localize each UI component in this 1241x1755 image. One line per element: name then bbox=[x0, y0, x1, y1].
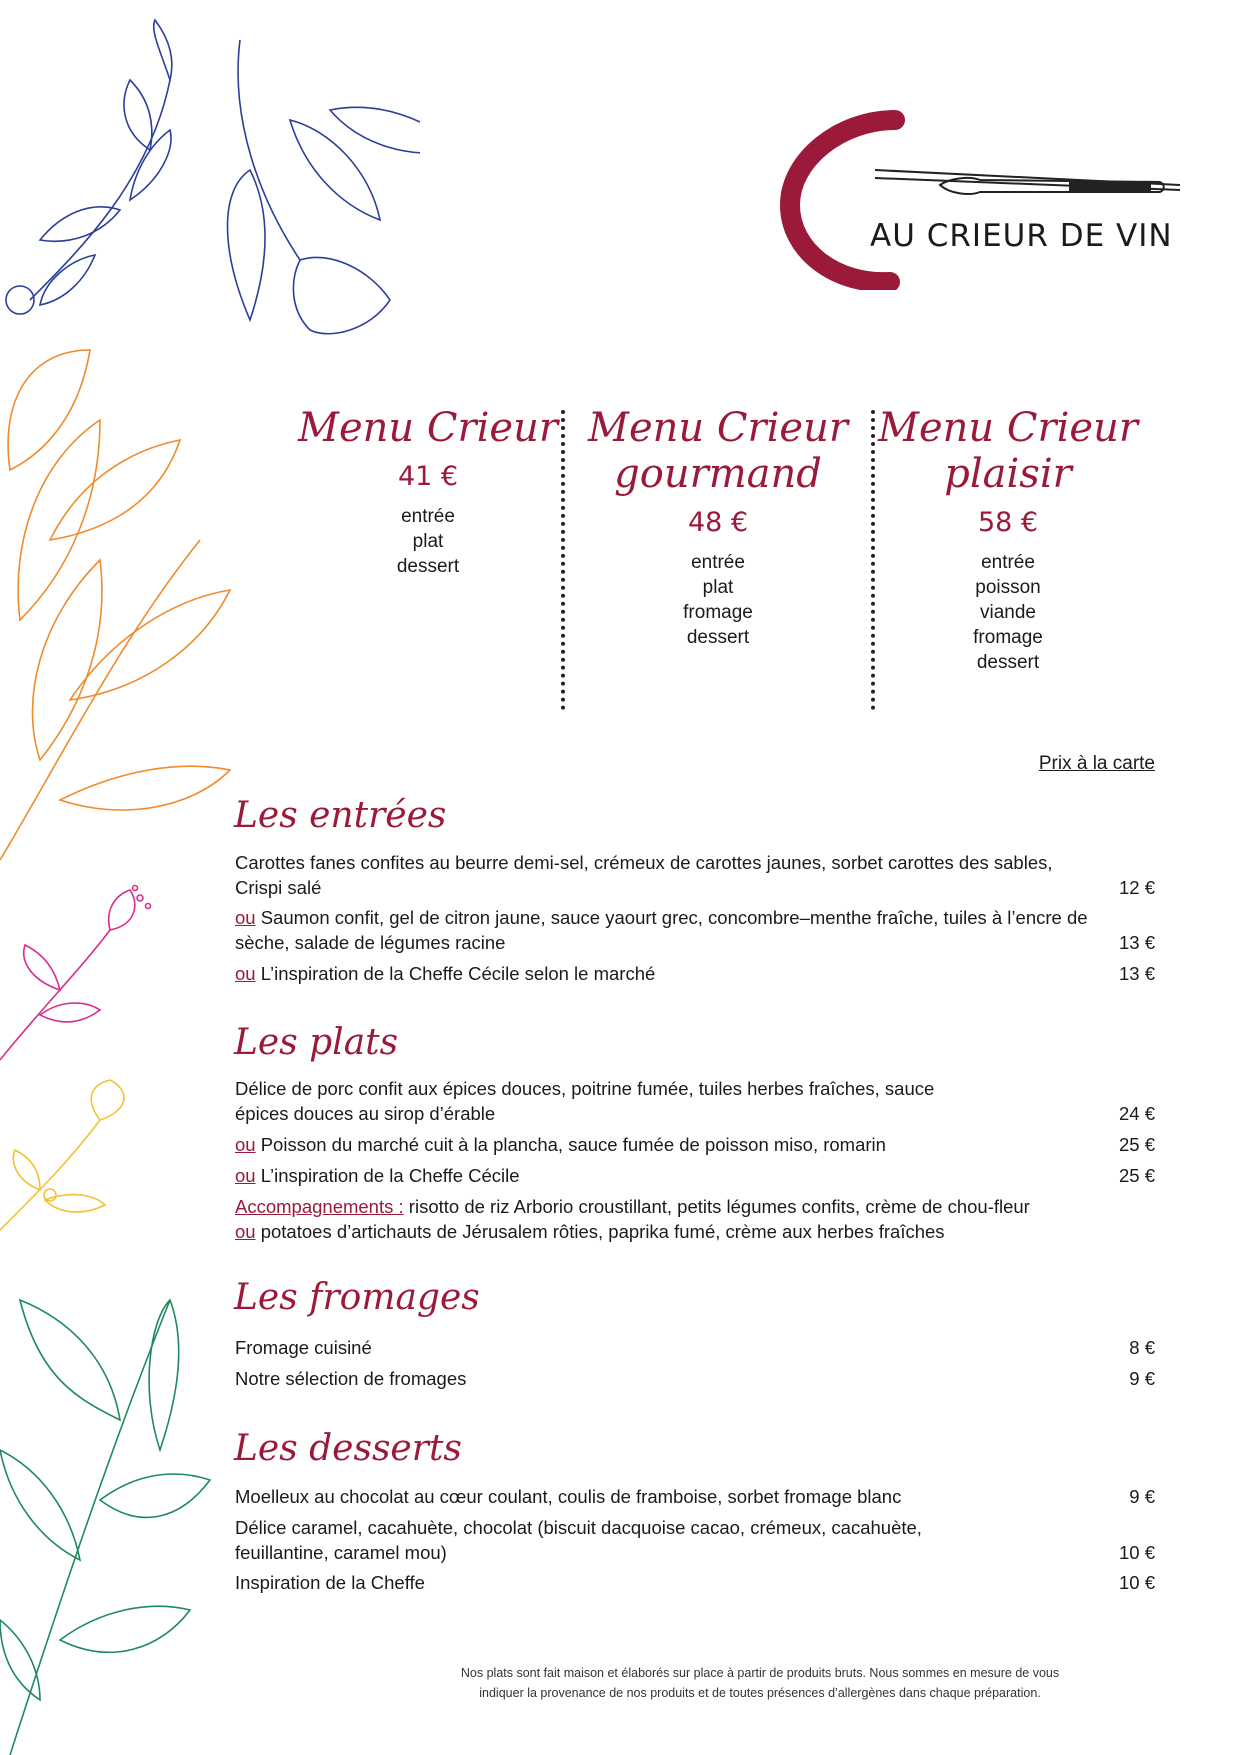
section-title-fromages: Les fromages bbox=[234, 1277, 480, 1318]
accompagnements-line bbox=[235, 1194, 1095, 1219]
or-label: ou bbox=[235, 1165, 256, 1186]
item-text: L’inspiration de la Cheffe Cécile selon le marché bbox=[260, 963, 656, 984]
menu-title: Menu Crieur plaisir bbox=[878, 405, 1138, 497]
menu-item bbox=[235, 1570, 1155, 1595]
item-text-wrapper bbox=[235, 1163, 1095, 1188]
dotted-divider bbox=[561, 410, 565, 710]
item-text: Inspiration de la Cheffe bbox=[235, 1572, 425, 1593]
menu-course: plat bbox=[702, 577, 734, 598]
menu-course: plat bbox=[412, 531, 444, 552]
restaurant-name: AU CRIEUR DE VIN bbox=[870, 218, 1173, 254]
item-price: 10 € bbox=[1118, 1542, 1155, 1563]
restaurant-logo bbox=[780, 110, 1180, 290]
accompagnements-label: Accompagnements : bbox=[235, 1196, 404, 1217]
dotted-divider bbox=[871, 410, 875, 710]
item-text: Délice caramel, cacahuète, chocolat (biscuit dacquoise cacao, crémeux, cacahuète, feuillantine, caramel mou) bbox=[235, 1517, 922, 1563]
item-text: Notre sélection de fromages bbox=[235, 1368, 467, 1389]
item-price: 8 € bbox=[1129, 1337, 1155, 1358]
menu-title: Menu Crieur gourmand bbox=[588, 405, 848, 497]
menu-course: viande bbox=[980, 602, 1036, 623]
menu-course: entrée bbox=[981, 552, 1035, 573]
menu-item bbox=[235, 961, 1155, 986]
menu-item bbox=[235, 850, 1155, 900]
item-price: 10 € bbox=[1118, 1572, 1155, 1593]
item-price: 25 € bbox=[1118, 1165, 1155, 1186]
menu-course: poisson bbox=[975, 577, 1041, 598]
menu-price: 58 € bbox=[977, 507, 1039, 538]
item-text: Carottes fanes confites au beurre demi-sel, crémeux de carottes jaunes, sorbet carottes des sables, Crispi salé bbox=[235, 852, 1053, 898]
menu-item bbox=[235, 905, 1155, 955]
item-text-wrapper bbox=[235, 905, 1095, 955]
menu-item bbox=[235, 1335, 1155, 1360]
item-text: Moelleux au chocolat au cœur coulant, coulis de framboise, sorbet fromage blanc bbox=[235, 1486, 902, 1507]
item-text: L’inspiration de la Cheffe Cécile bbox=[260, 1165, 520, 1186]
accompagnements-text: risotto de riz Arborio croustillant, petits légumes confits, crème de chou-fleur bbox=[408, 1196, 1030, 1217]
footer-line: Nos plats sont fait maison et élaborés sur place à partir de produits bruts. Nous sommes en mesure de vous bbox=[460, 1666, 1060, 1680]
section-title-entrees: Les entrées bbox=[234, 795, 447, 836]
section-title-plats: Les plats bbox=[234, 1022, 399, 1063]
menu-course: entrée bbox=[401, 506, 455, 527]
a-la-carte-label: Prix à la carte bbox=[1038, 753, 1155, 774]
item-price: 13 € bbox=[1118, 932, 1155, 953]
section-title-desserts: Les desserts bbox=[234, 1428, 462, 1469]
or-label: ou bbox=[235, 907, 256, 928]
item-text: Délice de porc confit aux épices douces, poitrine fumée, tuiles herbes fraîches, sauce épices douces au sirop d’érable bbox=[235, 1078, 935, 1124]
menu-crieur bbox=[283, 405, 573, 579]
menu-course: fromage bbox=[683, 602, 753, 623]
menu-title: Menu Crieur bbox=[298, 405, 558, 451]
item-price: 24 € bbox=[1118, 1103, 1155, 1124]
knife-fork-icon bbox=[875, 170, 1180, 194]
menu-crieur-plaisir bbox=[863, 405, 1153, 675]
accompagnements-line bbox=[235, 1219, 1095, 1244]
menu-item bbox=[235, 1484, 1155, 1509]
menu-course: entrée bbox=[691, 552, 745, 573]
item-text-wrapper bbox=[235, 1132, 1095, 1157]
menu-item bbox=[235, 1515, 1155, 1565]
item-text: Poisson du marché cuit à la plancha, sauce fumée de poisson miso, romarin bbox=[260, 1134, 886, 1155]
menu-item bbox=[235, 1132, 1155, 1157]
item-price: 25 € bbox=[1118, 1134, 1155, 1155]
item-price: 12 € bbox=[1118, 877, 1155, 898]
set-menus bbox=[283, 405, 1153, 715]
menu-price: 41 € bbox=[397, 461, 459, 492]
item-text-wrapper bbox=[235, 961, 1095, 986]
menu-price: 48 € bbox=[687, 507, 749, 538]
menu-item bbox=[235, 1076, 1155, 1126]
item-text: Fromage cuisiné bbox=[235, 1337, 372, 1358]
menu-course: dessert bbox=[686, 627, 750, 648]
menu-course: dessert bbox=[396, 556, 460, 577]
menu-item bbox=[235, 1366, 1155, 1391]
footer-line: indiquer la provenance de nos produits et de toutes présences d’allergènes dans chaque préparation. bbox=[479, 1686, 1041, 1700]
menu-crieur-gourmand bbox=[573, 405, 863, 650]
menu-course: dessert bbox=[976, 652, 1040, 673]
accompagnements-text: potatoes d’artichauts de Jérusalem rôties, paprika fumé, crème aux herbes fraîches bbox=[260, 1221, 945, 1242]
item-text: Saumon confit, gel de citron jaune, sauce yaourt grec, concombre–menthe fraîche, tuiles à l’encre de sèche, salade de légumes racine bbox=[235, 907, 1088, 953]
menu-item bbox=[235, 1163, 1155, 1188]
footer-note bbox=[420, 1663, 1100, 1703]
menu-course: fromage bbox=[973, 627, 1043, 648]
accompagnements bbox=[235, 1194, 1155, 1244]
or-label: ou bbox=[235, 963, 256, 984]
item-price: 13 € bbox=[1118, 963, 1155, 984]
item-price: 9 € bbox=[1129, 1486, 1155, 1507]
or-label: ou bbox=[235, 1134, 256, 1155]
or-label: ou bbox=[235, 1221, 256, 1242]
item-price: 9 € bbox=[1129, 1368, 1155, 1389]
